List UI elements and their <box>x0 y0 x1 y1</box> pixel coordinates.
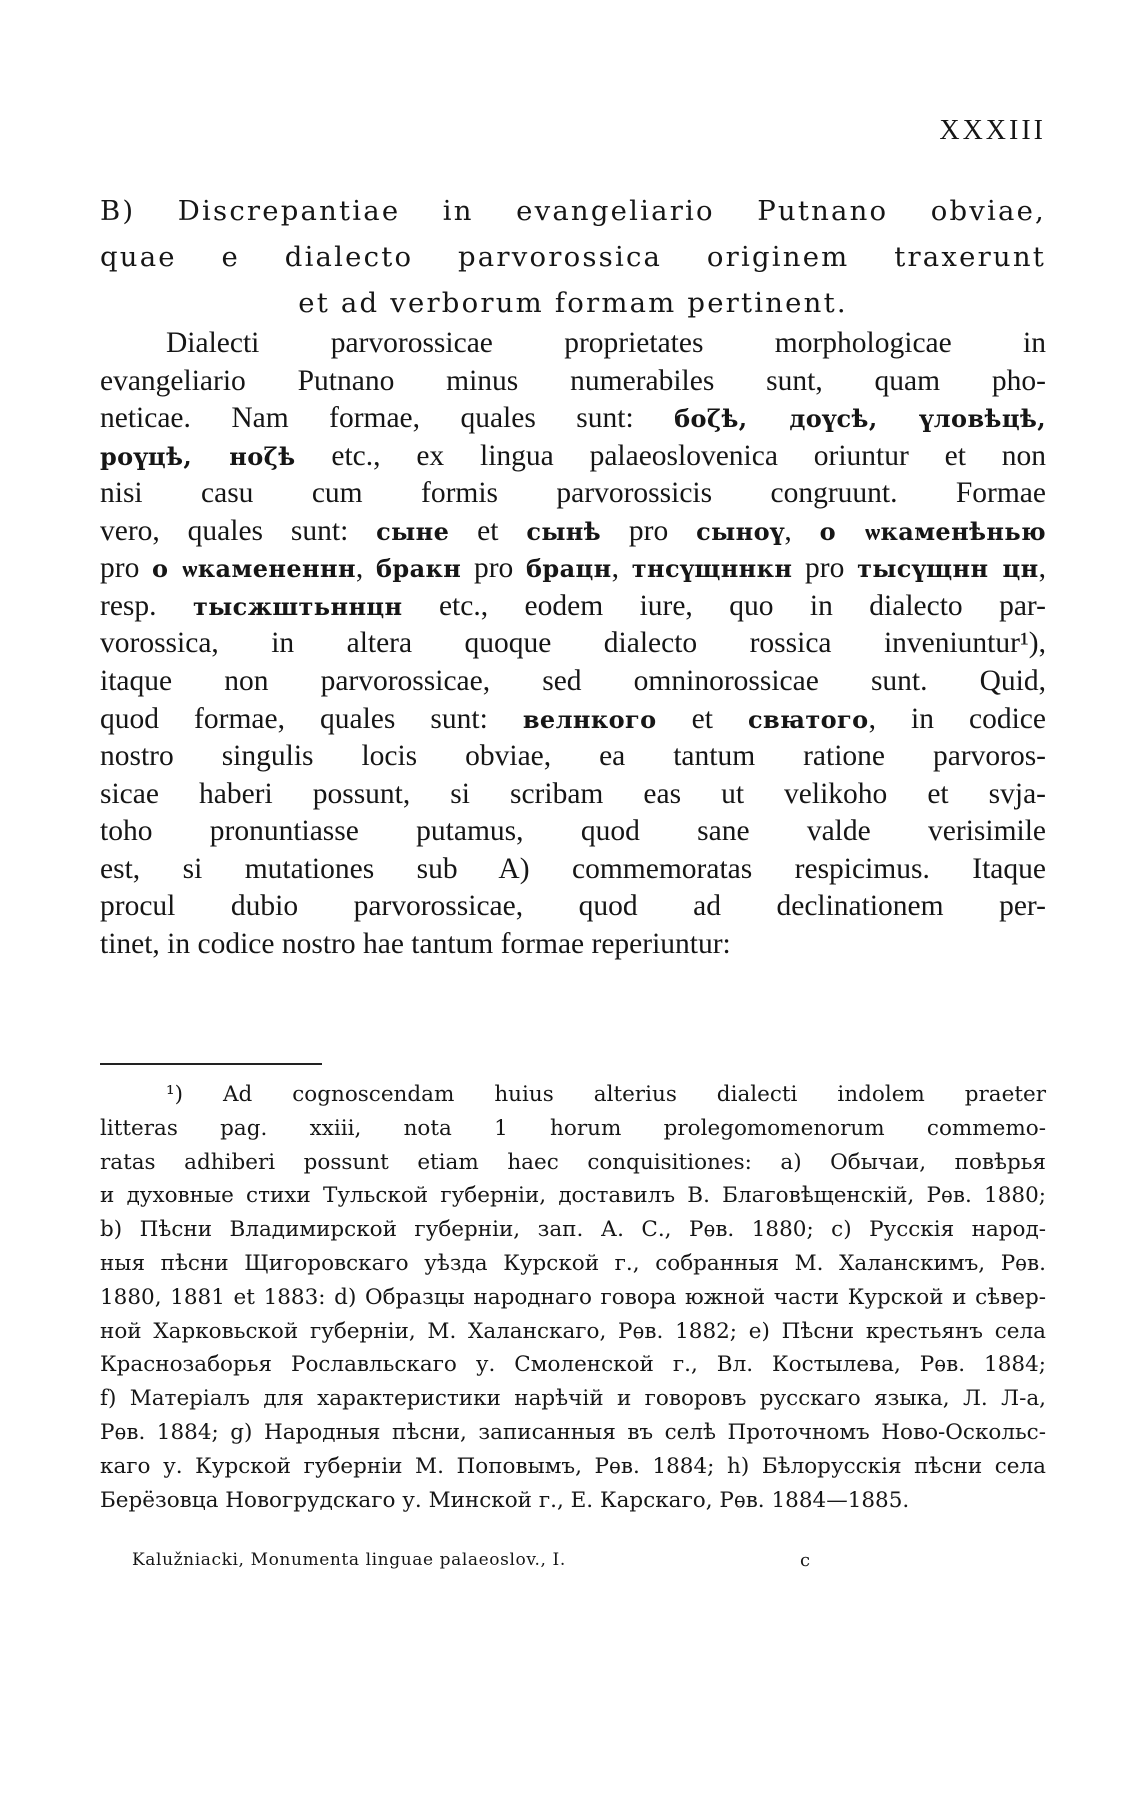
footnote-line: Рѳв. 1884; g) Народныя пѣсни, записанныя въ селѣ Проточномъ Ново-Оскольс- <box>100 1420 1046 1445</box>
body-line <box>100 735 1046 777</box>
body-line <box>100 885 1046 927</box>
body-text-run: et <box>656 702 748 735</box>
body-text-run: quod formae, quales sunt: <box>100 702 523 735</box>
body-text-run: , <box>1038 552 1047 585</box>
slavonic-word: о ѡкаменѣнью <box>819 516 1047 546</box>
footnote-line: ныя пѣсни Щигоровскаго уѣзда Курской г., собранныя М. Халанскимъ, Рѳв. <box>100 1251 1046 1276</box>
body-text-run: , <box>611 552 632 585</box>
body-line <box>100 773 1046 815</box>
footnote-line: ной Харковьской губерніи, М. Халанскаго, Рѳв. 1882; e) Пѣсни крестьянъ села <box>100 1318 1046 1344</box>
section-heading-line: B) Discrepantiae in evangeliario Putnano obviae, <box>100 195 1046 227</box>
body-text-run: pro <box>601 514 697 547</box>
body-text-run: pro <box>100 552 153 585</box>
slavonic-word: велнкого <box>522 704 657 734</box>
slavonic-word: тнсүщннкн <box>631 554 793 584</box>
body-text-run: nisi casu cum formis parvorossicis congruunt. Formae <box>100 477 1046 510</box>
body-line <box>100 435 1046 478</box>
footnote-line: f) Матеріалъ для характеристики нарѣчій и говоровъ русскаго языка, Л. Л-а, <box>100 1386 1046 1412</box>
page-number: XXXIII <box>939 115 1046 146</box>
body-line <box>100 510 1046 553</box>
body-line <box>100 698 1046 741</box>
footnote-line: b) Пѣсни Владимирской губерніи, зап. А. С., Рѳв. 1880; c) Русскія народ- <box>100 1217 1046 1243</box>
slavonic-word: тысүщнн цн <box>857 554 1039 584</box>
body-line <box>100 360 1046 402</box>
body-line <box>100 923 1046 965</box>
body-line <box>100 547 1046 590</box>
body-text-run: est, si mutationes sub A) commemoratas respicimus. Itaque <box>100 852 1046 885</box>
slavonic-word: бοζѣ, доүсѣ, үловѣцѣ, <box>674 404 1046 434</box>
body-text-run: procul dubio parvorossicae, quod ad declinationem per- <box>100 890 1046 923</box>
slavonic-word: свꙗтого <box>747 704 869 734</box>
body-text-run: itaque non parvorossicae, sed omninorossicae sunt. Quid, <box>100 664 1046 697</box>
body-line <box>100 622 1046 664</box>
footnote-divider <box>100 1063 322 1065</box>
footnote-line: 1880, 1881 et 1883: d) Образцы народнаго говора южной части Курской и сѣвер- <box>100 1284 1046 1310</box>
body-text-run: et <box>449 514 527 547</box>
footnote-line: и духовные стихи Тульской губерніи, доставилъ В. Благовѣщенскій, Рѳв. 1880; <box>100 1183 1046 1209</box>
body-line <box>100 397 1046 440</box>
body-text-run: resp. <box>100 589 193 622</box>
body-text-run: evangeliario Putnano minus numerabiles sunt, quam pho- <box>100 364 1046 397</box>
body-text-run: etc., ex lingua palaeoslovenica oriuntur et non <box>295 439 1046 472</box>
body-text-run: toho pronuntiasse putamus, quod sane valde verisimile <box>100 815 1046 848</box>
slavonic-word: сынѣ <box>526 516 602 546</box>
body-text-run: , <box>784 514 820 547</box>
body-text-run: tinet, in codice nostro hae tantum formae reperiuntur: <box>100 927 731 960</box>
body-line <box>100 472 1046 514</box>
body-text-run: vero, quales sunt: <box>100 514 377 547</box>
footnote-line: Берёзовца Новогрудскаго у. Минской г., Е. Карскаго, Рѳв. 1884—1885. <box>100 1487 910 1513</box>
body-line <box>100 585 1046 628</box>
footnote-line: ¹) Ad cognoscendam huius alterius dialecti indolem praeter <box>166 1082 1046 1107</box>
section-heading-line: quae e dialecto parvorossica originem traxerunt <box>100 241 1046 273</box>
slavonic-word: сыноү <box>696 516 785 546</box>
body-text-run: neticae. Nam formae, quales sunt: <box>100 402 675 435</box>
body-text-run: sicae haberi possunt, si scribam eas ut velikoho et svja- <box>100 777 1046 810</box>
slavonic-word: брацн <box>526 554 612 584</box>
body-line <box>166 322 1046 364</box>
body-text-run: nostro singulis locis obviae, ea tantum ratione parvoros- <box>100 740 1046 773</box>
footnote-line: ratas adhiberi possunt etiam haec conquisitiones: a) Обычаи, повѣрья <box>100 1149 1046 1175</box>
slavonic-word: тысжштьннцн <box>192 591 403 621</box>
body-text-run: , in codice <box>868 702 1046 735</box>
slavonic-word: роүцѣ, ноζѣ <box>100 441 296 471</box>
body-line <box>100 810 1046 852</box>
slavonic-word: о ѡкамененнн <box>152 554 356 584</box>
footnote-line: каго у. Курской губерніи М. Поповымъ, Рѳв. 1884; h) Бѣлорусскія пѣсни села <box>100 1453 1046 1479</box>
slavonic-word: сыне <box>376 516 450 546</box>
footnote-line: litteras pag. xxiii, nota 1 horum prolegomomenorum commemo- <box>100 1115 1046 1141</box>
slavonic-word: бракн <box>376 554 462 584</box>
body-text-run: , <box>355 552 377 585</box>
body-text-run: etc., eodem iure, quo in dialecto par- <box>402 589 1046 622</box>
section-heading-line: et ad verborum formam pertinent. <box>298 287 848 319</box>
body-text-run: pro <box>792 552 858 585</box>
body-text-run: Dialecti parvorossicae proprietates morphologicae in <box>166 327 1046 359</box>
body-text-run: vorossica, in altera quoque dialecto rossica inveniuntur¹), <box>100 627 1046 660</box>
body-text-run: pro <box>461 552 526 585</box>
footer-source-line: Kalužniacki, Monumenta linguae palaeoslov., I. <box>132 1550 566 1570</box>
footnote-line: Краснозаборья Рославльскаго у. Смоленской г., Вл. Костылева, Рѳв. 1884; <box>100 1352 1046 1378</box>
body-line <box>100 848 1046 890</box>
signature-mark: c <box>800 1550 811 1571</box>
body-line <box>100 660 1046 702</box>
